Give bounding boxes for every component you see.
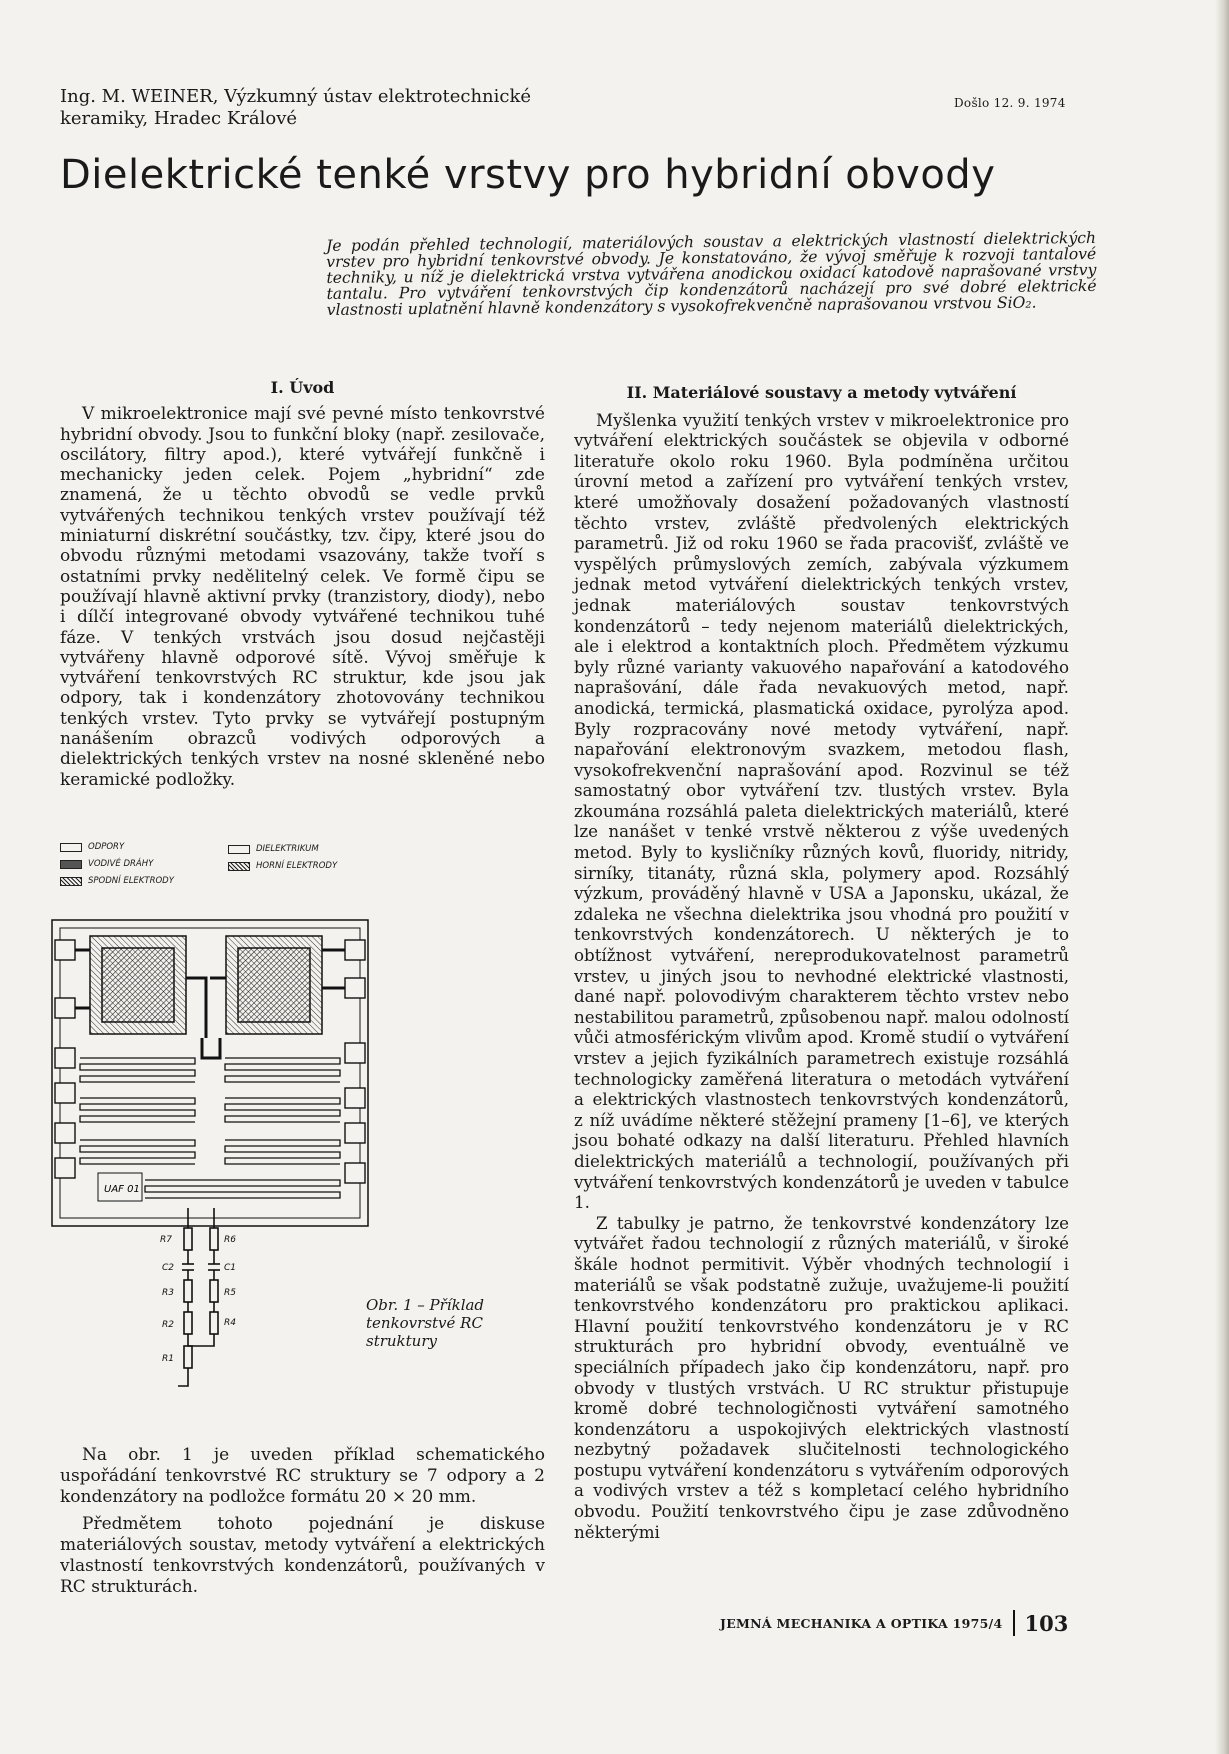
legend-label: HORNÍ ELEKTRODY — [256, 861, 338, 871]
label-r3: R3 — [162, 1288, 174, 1298]
legend-label: ODPORY — [88, 842, 125, 852]
page-footer — [720, 1610, 1068, 1636]
legend-swatch-dielectric — [228, 845, 250, 854]
received-date: Došlo 12. 9. 1974 — [954, 96, 1066, 110]
legend-item-bottom-electrodes — [60, 876, 174, 886]
abstract-text: Je podán přehled technologií, materiálových soustav a elektrických vlastností dielektrických vrstev pro hybridní tenkovrstvé obvody. Je konstatováno, že vývoj směřuje k rozvoji tantalové techniky, u níž je dielektrická vrstva vytvářena anodickou oxidací katodově naprašované vrstvy tantalu. Pro vytváření tenkovrstvých čip kondenzátorů nacházejí pro své dobré elektrické vlastnosti uplatnění hlavně kondenzátory s vysokofrekvenčně naprašovanou vrstvou SiO₂. — [325, 228, 1097, 319]
legend-item-resistors — [60, 842, 124, 852]
legend-label: DIELEKTRIKUM — [256, 844, 319, 854]
legend-swatch-resistors — [60, 843, 82, 852]
below-figure-text — [60, 1445, 545, 1604]
label-r5: R5 — [224, 1288, 236, 1298]
legend-item-conductors — [60, 859, 153, 869]
label-r7: R7 — [160, 1235, 172, 1245]
author-line-2: keramiky, Hradec Králové — [60, 108, 298, 129]
abstract — [326, 230, 1097, 318]
author-block — [60, 86, 620, 130]
author-line-1: Ing. M. WEINER, Výzkumný ústav elektrotechnické — [60, 86, 532, 107]
contact-pads-right — [345, 940, 365, 1183]
legend-swatch-top-electrodes — [228, 862, 250, 871]
label-r1: R1 — [162, 1354, 174, 1364]
section-2-paragraph-2: Z tabulky je patrno, že tenkovrstvé kondenzátory lze vytvářet řadou technologií z různých materiálů, v široké škále hodnot permitivit. Výběr vhodných technologií i materiálů se však podstatně zužuje, uvažujeme-li použití tenkovrstvého kondenzátoru pro praktickou aplikaci. Hlavní použití tenkovrstvého kondenzátoru je v RC strukturách pro hybridní obvody, eventuálně ve speciálních případech jako čip kondenzátoru, např. pro obvody v tlustých vrstvách. U RC struktur přistupuje kromě dobré technologičnosti vytváření samotného kondenzátoru a uspokojivých elektrických vlastností nezbytný požadavek slučitelnosti technologického postupu vytváření kondenzátoru s vytvářením odporových a vodivých vrstev a též s kompletací celého hybridního obvodu. Použití tenkovrstvého čipu je zase zdůvodněno některými — [574, 1212, 1069, 1542]
journal-name: JEMNÁ MECHANIKA A OPTIKA 1975/4 — [720, 1615, 1003, 1631]
label-r4: R4 — [224, 1318, 236, 1328]
label-r6: R6 — [224, 1235, 236, 1245]
page-number: 103 — [1024, 1610, 1069, 1636]
section-2-heading: II. Materiálové soustavy a metody vytváření — [626, 383, 1017, 402]
label-r2: R2 — [162, 1320, 174, 1330]
section-2-paragraph-1: Myšlenka využití tenkých vrstev v mikroelektronice pro vytváření elektrických součástek se objevila v odborné literatuře okolo roku 1960. Byla podmíněna určitou úrovní metod a zařízení pro vytváření tenkých vrstev, které umožňovaly dosažení požadovaných vlastností těchto vrstev, zvláště předvolených elektrických parametrů. Již od roku 1960 se řada pracovišť, zvláště ve vyspělých průmyslových zemích, zabývala výzkumem jednak metod vytváření dielektrických tenkých vrstev, jednak materiálových soustav tenkovrstvých kondenzátorů – tedy nejenom materiálů dielektrických, ale i elektrod a kontaktních ploch. Předmětem výzkumu byly různé varianty vakuového napařování a katodového naprašování, dále řada nevakuových metod, např. anodická, termická, plasmatická oxidace, pyrolýza apod. Byly rozpracovány nové metody vytváření, např. napařování elektronovým svazkem, metodou flash, vysokofrekvenční naprašování apod. Rozvinul se též samostatný obor vytváření tzv. tlustých vrstev. Byla zkoumána rozsáhlá paleta dielektrických materiálů, které lze nanášet v tenké vrstvě některou z výše uvedených metod. Byly to kysličníky různých kovů, fluoridy, nitridy, sirníky, titanáty, různá skla, polymery apod. Rozsáhlý výzkum, prováděný hlavně v USA a Japonsku, ukázal, že zdaleka ne všechna dielektrika jsou vhodná pro použití v tenkovrstvých kondenzátorech. U některých je to obtížnost vytváření, nereprodukovatelnost parametrů vrstev, u jiných jsou to nevhodné elektrické vlastnosti, dané např. polovodivým charakterem těchto vrstev nebo nestabilitou parametrů, způsobenou např. malou odolností vůči atmosférickým vlivům apod. Kromě studií o vytváření vrstev a jejich fyzikálních parametrech existuje rozsáhlá technologicky zaměřená literatura o metodách vytváření a elektrických vlastnostech tenkovrstvých kondenzátorů, z níž uvádíme některé stěžejní prameny [1–6], ve kterých jsou bohaté odkazy na další literaturu. Přehled hlavních dielektrických materiálů a technologií, používaných při vytváření tenkovrstvých kondenzátorů je uveden v tabulce 1. — [574, 409, 1069, 1213]
below-figure-paragraph-2: Předmětem tohoto pojednání je diskuse materiálových soustav, metody vytváření a elektrických vlastností tenkovrstvých kondenzátorů, používaných v RC strukturách. — [60, 1514, 545, 1597]
right-column — [574, 383, 1069, 1542]
section-1-text: V mikroelektronice mají své pevné místo tenkovrstvé hybridní obvody. Jsou to funkční bloky (např. zesilovače, oscilátory, filtry apod.), které vytvářejí funkčně i mechanicky jeden celek. Pojem „hybridní“ zde znamená, že u těchto obvodů se vedle prvků vytvářených technikou tenkých vrstev používají též miniaturní diskrétní součástky, tzv. čipy, které jsou do obvodu různými metodami vsazovány, takže tvoří s ostatními prvky nedělitelný celek. Ve formě čipu se používají hlavně aktivní prvky (tranzistory, diody), nebo i dílčí integrované obvody vytvářené technikou tuhé fáze. V tenkých vrstvách jsou dosud nejčastěji vytvářeny hlavně odporové sítě. Vývoj směřuje k vytváření tenkovrstvých RC struktur, kde jsou jak odpory, tak i kondenzátory zhotovovány technikou tenkých vrstev. Tyto prvky se vytvářejí postupným nanášením obrazců vodivých odporových a dielektrických tenkých vrstev na nosné skleněné nebo keramické podložky. — [60, 404, 545, 790]
rc-schematic — [150, 1208, 250, 1408]
figure-legend — [60, 842, 350, 892]
legend-item-dielectric — [228, 844, 319, 854]
label-c1: C1 — [224, 1263, 237, 1273]
chip-label: UAF 01 — [104, 1184, 140, 1195]
left-column — [60, 378, 545, 790]
footer-divider — [1013, 1610, 1015, 1636]
rc-layout-figure — [50, 918, 370, 1228]
legend-item-top-electrodes — [228, 861, 337, 871]
label-c2: C2 — [162, 1263, 175, 1273]
article-title: Dielektrické tenké vrstvy pro hybridní obvody — [60, 152, 996, 198]
legend-swatch-conductors — [60, 860, 82, 869]
legend-label: SPODNÍ ELEKTRODY — [88, 876, 174, 886]
legend-swatch-bottom-electrodes — [60, 877, 82, 886]
capacitor-left — [90, 936, 186, 1034]
below-figure-paragraph-1: Na obr. 1 je uveden příklad schematického uspořádání tenkovrstvé RC struktury se 7 odpory a 2 kondenzátory na podložce formátu 20 × 20 mm. — [60, 1445, 545, 1507]
section-1-heading: I. Úvod — [270, 378, 335, 397]
page-spine-shadow — [1215, 0, 1229, 1754]
contact-pads-left — [55, 940, 75, 1178]
legend-label: VODIVÉ DRÁHY — [88, 859, 154, 869]
figure-caption: Obr. 1 – Příklad tenkovrstvé RC struktury — [366, 1296, 485, 1350]
capacitor-right — [226, 936, 322, 1034]
